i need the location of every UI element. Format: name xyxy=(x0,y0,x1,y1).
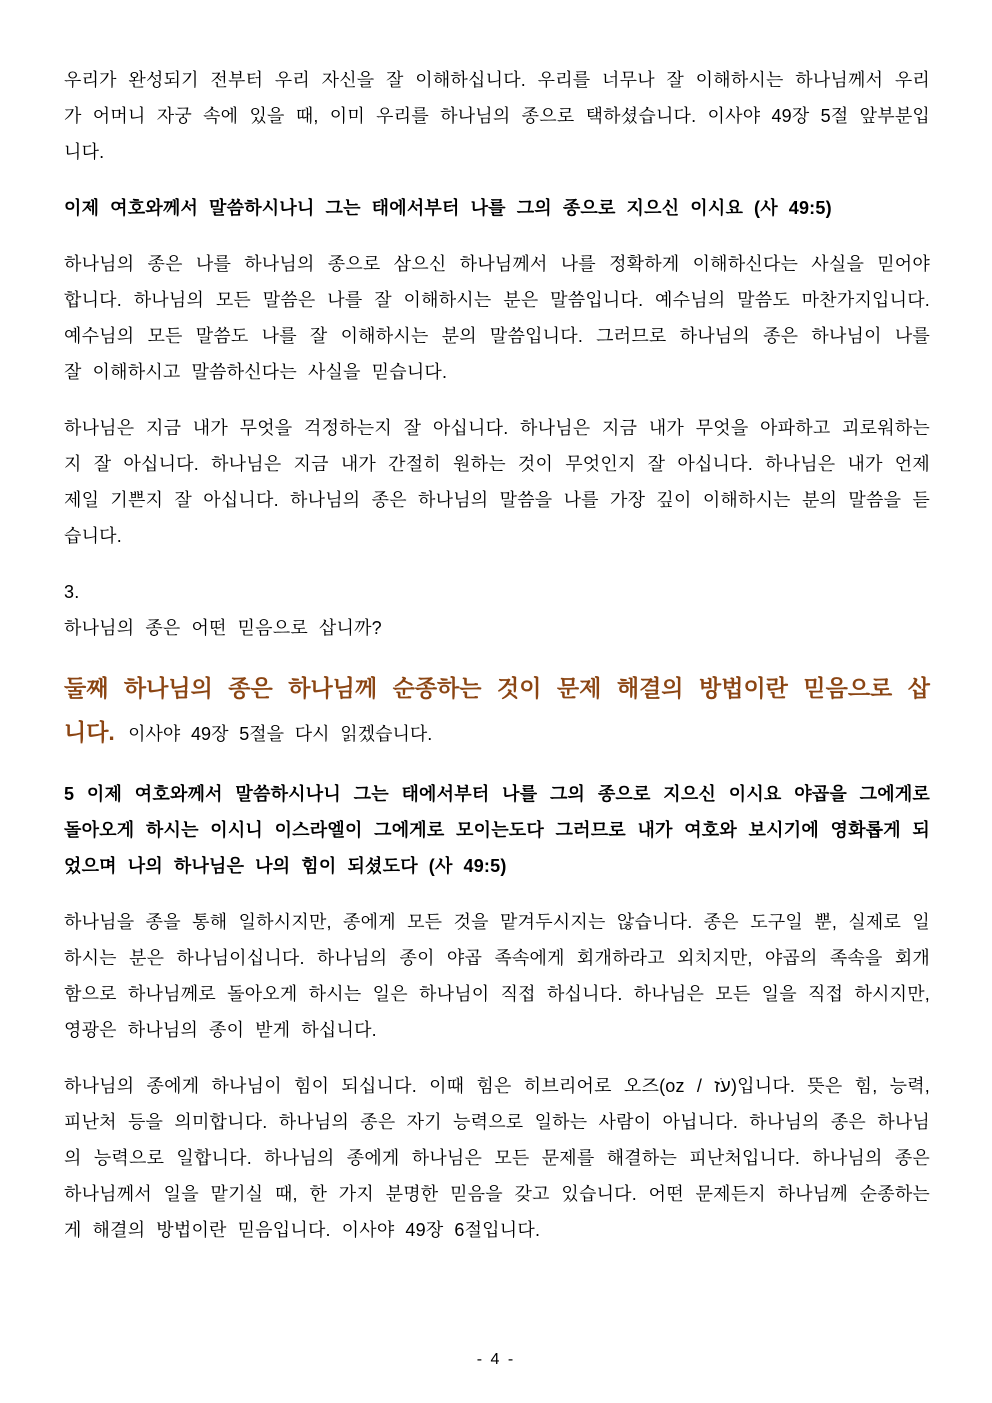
section-heading-rest: 이사야 49장 5절을 다시 읽겠습니다. xyxy=(128,724,433,744)
section-heading xyxy=(64,666,930,756)
paragraph-god-knows-me: 하나님은 지금 내가 무엇을 걱정하는지 잘 아십니다. 하나님은 지금 내가 무엇을 아파하고 괴로워하는지 잘 아십니다. 하나님은 지금 내가 간절히 원하는 것이 무엇인지 잘 아십니다. 하나님은 내가 언제 제일 기쁜지 잘 아십니다. 하나님의 종은 하나님의 말씀을 나를 가장 깊이 이해하시는 분의 말씀을 듣습니다. xyxy=(64,418,930,546)
section-number: 3. xyxy=(64,582,80,602)
paragraph-belief-in-understanding: 하나님의 종은 나를 하나님의 종으로 삼으신 하나님께서 나를 정확하게 이해하신다는 사실을 믿어야 합니다. 하나님의 모든 말씀은 나를 잘 이해하시는 분은 말씀입니다. 예수님의 말씀도 마찬가지입니다. 예수님의 모든 말씀도 나를 잘 이해하시는 분의 말씀입니다. 그러므로 하나님의 종은 하나님이 나를 잘 이해하시고 말씀하신다는 사실을 믿습니다. xyxy=(64,254,930,382)
section-question: 하나님의 종은 어떤 믿음으로 삽니까? xyxy=(64,618,382,638)
paragraph-understanding-intro: 우리가 완성되기 전부터 우리 자신을 잘 이해하십니다. 우리를 너무나 잘 이해하시는 하나님께서 우리가 어머니 자궁 속에 있을 때, 이미 우리를 하나님의 종으로 택하셨습니다. 이사야 49장 5절 앞부분입니다. xyxy=(64,70,930,162)
verse-quote-isaiah-49-5a: 이제 여호와께서 말씀하시나니 그는 태에서부터 나를 그의 종으로 지으신 이시요 (사 49:5) xyxy=(64,198,832,218)
paragraph-god-works-through-servant: 하나님을 종을 통해 일하시지만, 종에게 모든 것을 맡겨두시지는 않습니다. 종은 도구일 뿐, 실제로 일하시는 분은 하나님이십니다. 하나님의 종이 야곱 족속에게 회개하라고 외치지만, 야곱의 족속을 회개함으로 하나님께로 돌아오게 하시는 일은 하나님이 직접 하십니다. 하나님은 모든 일을 직접 하시지만, 영광은 하나님의 종이 받게 하십니다. xyxy=(64,912,930,1040)
paragraph-oz-strength: 하나님의 종에게 하나님이 힘이 되십니다. 이때 힘은 히브리어로 오즈(oz / עֹז)입니다. 뜻은 힘, 능력, 피난처 등을 의미합니다. 하나님의 종은 자기 능력으로 일하는 사람이 아닙니다. 하나님의 종은 하나님의 능력으로 일합니다. 하나님의 종에게 하나님은 모든 문제를 해결하는 피난처입니다. 하나님의 종은 하나님께서 일을 맡기실 때, 한 가지 분명한 믿음을 갖고 있습니다. 어떤 문제든지 하나님께 순종하는 게 해결의 방법이란 믿음입니다. 이사야 49장 6절입니다. xyxy=(64,1076,931,1240)
section-heading-emphasis: 둘째 하나님의 종은 하나님께 순종하는 것이 문제 해결의 방법이란 믿음으로 삽니다. xyxy=(64,675,930,745)
verse-quote-isaiah-49-5-full: 5 이제 여호와께서 말씀하시나니 그는 태에서부터 나를 그의 종으로 지으신 이시요 야곱을 그에게로 돌아오게 하시는 이시니 이스라엘이 그에게로 모이는도다 그러므로 내가 여호와 보시기에 영화롭게 되었으며 나의 하나님은 나의 힘이 되셨도다 (사 49:5) xyxy=(64,784,930,876)
page-number: - 4 - xyxy=(476,1351,516,1368)
